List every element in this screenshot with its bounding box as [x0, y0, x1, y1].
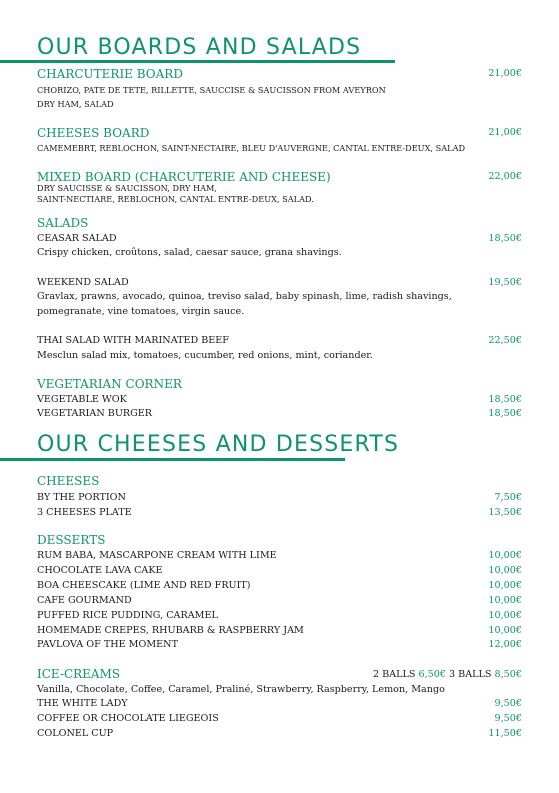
- caesar-salad-name: CEASAR SALAD: [37, 233, 117, 244]
- three-balls-price: 8,50€: [494, 669, 522, 680]
- charcuterie-board-desc-2: DRY HAM, SALAD: [37, 99, 114, 109]
- item-price: 10,00€: [488, 625, 522, 636]
- cheeses-board-price: 21,00€: [488, 127, 522, 138]
- list-item: BY THE PORTION: [37, 492, 126, 503]
- mixed-board-desc-2: SAINT-NECTIARE, REBLOCHON, CANTAL ENTRE-DEUX, SALAD.: [37, 194, 314, 204]
- list-item: CHOCOLATE LAVA CAKE: [37, 565, 163, 576]
- list-item: THE WHITE LADY: [37, 698, 128, 709]
- list-item: PAVLOVA OF THE MOMENT: [37, 639, 178, 650]
- item-price: 10,00€: [488, 580, 522, 591]
- charcuterie-board-desc-1: CHORIZO, PATE DE TETE, RILLETTE, SAUCCISE & SAUCISSON FROM AVEYRON: [37, 85, 386, 95]
- list-item: COFFEE OR CHOCOLATE LIEGEOIS: [37, 713, 219, 724]
- list-item: CAFE GOURMAND: [37, 595, 132, 606]
- weekend-salad-desc-2: pomegranate, vine tomatoes, virgin sauce.: [37, 306, 245, 317]
- weekend-salad-name: WEEKEND SALAD: [37, 277, 129, 288]
- thai-salad-price: 22,50€: [488, 335, 522, 346]
- boards-heading: OUR BOARDS AND SALADS: [37, 35, 362, 60]
- desserts-heading-rule: [0, 458, 345, 461]
- item-price: 7,50€: [494, 492, 522, 503]
- vegetarian-heading: VEGETARIAN CORNER: [37, 377, 182, 391]
- two-balls-label: 2 BALLS: [372, 669, 416, 680]
- list-item: VEGETARIAN BURGER: [37, 408, 153, 419]
- list-item: BOA CHEESCAKE (LIME AND RED FRUIT): [37, 580, 251, 591]
- three-balls-label: 3 BALLS: [449, 669, 492, 680]
- charcuterie-board-price: 21,00€: [488, 68, 522, 79]
- desserts-section-heading: OUR CHEESES AND DESSERTS: [37, 432, 400, 457]
- caesar-salad-desc: Crispy chicken, croûtons, salad, caesar sauce, grana shavings.: [37, 247, 342, 258]
- item-price: 13,50€: [488, 507, 522, 518]
- cheeses-board-desc: CAMEMEBRT, REBLOCHON, SAINT-NECTAIRE, BLEU D'AUVERGNE, CANTAL ENTRE-DEUX, SALAD: [37, 143, 466, 153]
- cheeses-heading: CHEESES: [37, 474, 100, 488]
- charcuterie-board-name: CHARCUTERIE BOARD: [37, 67, 183, 81]
- list-item: 3 CHEESES PLATE: [37, 507, 132, 518]
- cheeses-board-name: CHEESES BOARD: [37, 126, 150, 140]
- item-price: 10,00€: [488, 550, 522, 561]
- mixed-board-price: 22,00€: [488, 171, 522, 182]
- thai-salad-name: THAI SALAD WITH MARINATED BEEF: [37, 335, 229, 346]
- icecream-ball-prices: [373, 669, 522, 680]
- item-price: 11,50€: [488, 728, 522, 739]
- item-price: 9,50€: [494, 698, 522, 709]
- item-price: 18,50€: [488, 408, 522, 419]
- boards-heading-rule: [0, 60, 395, 63]
- item-price: 10,00€: [488, 610, 522, 621]
- list-item: VEGETABLE WOK: [37, 394, 127, 405]
- salads-heading: SALADS: [37, 216, 89, 230]
- item-price: 12,00€: [488, 639, 522, 650]
- desserts-heading: DESSERTS: [37, 533, 106, 547]
- list-item: RUM BABA, MASCARPONE CREAM WITH LIME: [37, 550, 277, 561]
- icecream-flavours: Vanilla, Chocolate, Coffee, Caramel, Praliné, Strawberry, Raspberry, Lemon, Mango: [37, 684, 445, 695]
- item-price: 10,00€: [488, 595, 522, 606]
- list-item: PUFFED RICE PUDDING, CARAMEL: [37, 610, 218, 621]
- caesar-salad-price: 18,50€: [488, 233, 522, 244]
- icecreams-heading: ICE-CREAMS: [37, 667, 121, 681]
- item-price: 9,50€: [494, 713, 522, 724]
- weekend-salad-price: 19,50€: [488, 277, 522, 288]
- thai-salad-desc: Mesclun salad mix, tomatoes, cucumber, red onions, mint, coriander.: [37, 350, 373, 361]
- mixed-board-name: MIXED BOARD (CHARCUTERIE AND CHEESE): [37, 170, 331, 184]
- two-balls-price: 6,50€: [418, 669, 446, 680]
- list-item: HOMEMADE CREPES, RHUBARB & RASPBERRY JAM: [37, 625, 304, 636]
- list-item: COLONEL CUP: [37, 728, 114, 739]
- item-price: 10,00€: [488, 565, 522, 576]
- item-price: 18,50€: [488, 394, 522, 405]
- weekend-salad-desc-1: Gravlax, prawns, avocado, quinoa, treviso salad, baby spinash, lime, radish shavings,: [37, 291, 452, 302]
- mixed-board-desc-1: DRY SAUCISSE & SAUCISSON, DRY HAM,: [37, 183, 218, 193]
